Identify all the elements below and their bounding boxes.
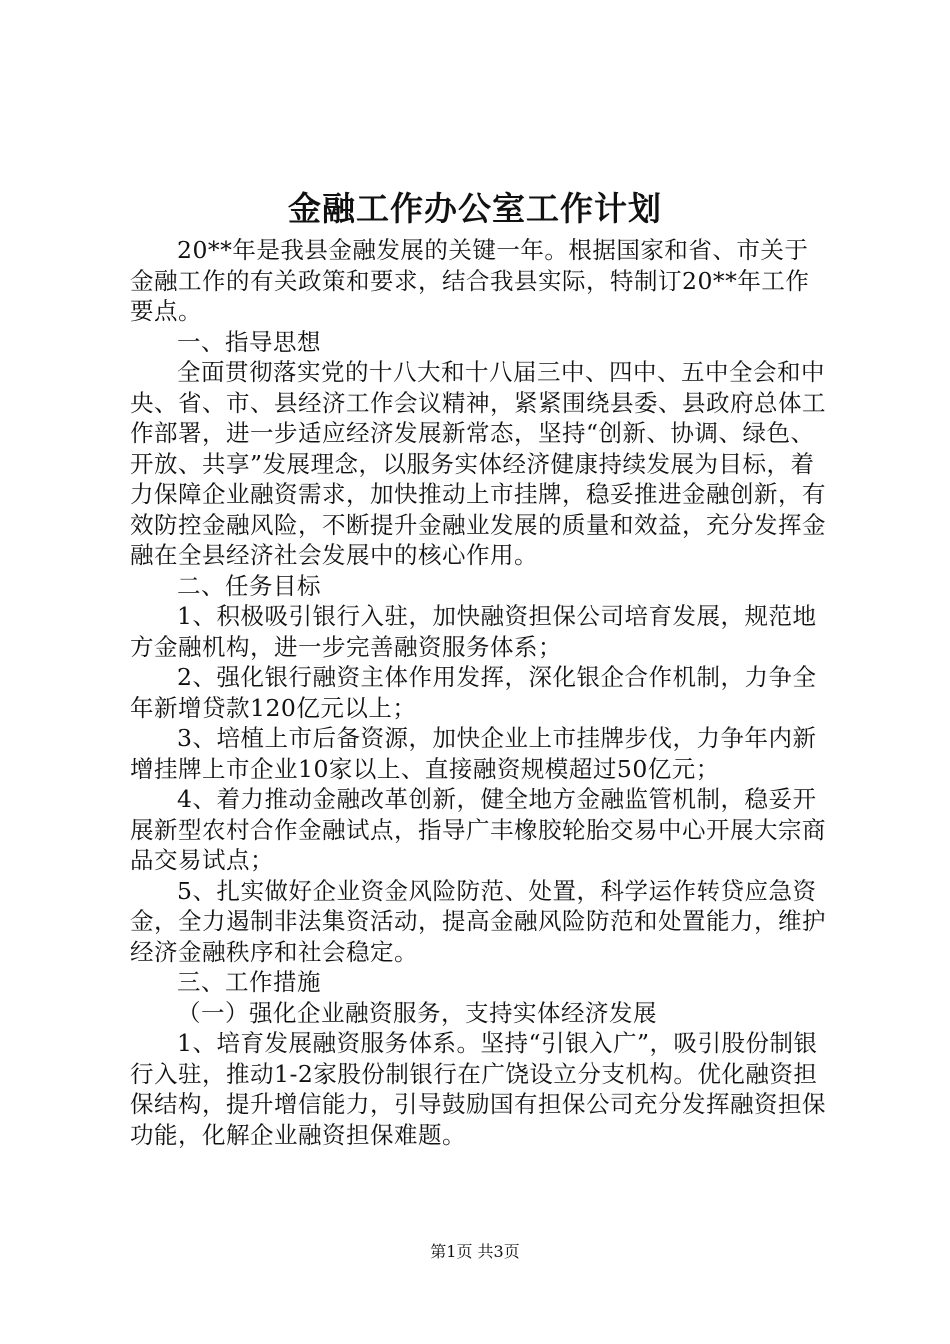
list-item-goal-3: 3、培植上市后备资源，加快企业上市挂牌步伐，力争年内新增挂牌上市企业10家以上、直接融资规模超过50亿元；: [130, 724, 817, 783]
subsection-heading-financing-service: （一）强化企业融资服务，支持实体经济发展: [177, 998, 657, 1027]
section-heading-work-measures: 三、工作措施: [177, 968, 321, 996]
list-item-goal-5: 5、扎实做好企业资金风险防范、处置，科学运作转贷应急资金，全力遏制非法集资活动，提高金融风险防范和处置能力，维护经济金融秩序和社会稳定。: [130, 876, 826, 966]
list-item-measure-1: 1、培育发展融资服务体系。坚持“引银入广”，吸引股份制银行入驻，推动1-2家股份制银行在广饶设立分支机构。优化融资担保结构，提升增信能力，引导鼓励国有担保公司充分发挥融资担保功能，化解企业融资担保难题。: [130, 1029, 826, 1149]
document-body: [130, 235, 830, 1150]
list-item-goal-4: 4、着力推动金融改革创新，健全地方金融监管机制，稳妥开展新型农村合作金融试点，指导广丰橡胶轮胎交易中心开展大宗商品交易试点；: [130, 785, 826, 874]
paragraph-guiding-thought: 全面贯彻落实党的十八大和十八届三中、四中、五中全会和中央、省、市、县经济工作会议精神，紧紧围绕县委、县政府总体工作部署，进一步适应经济发展新常态，坚持“创新、协调、绿色、开放、共享”发展理念，以服务实体经济健康持续发展为目标，着力保障企业融资需求，加快推动上市挂牌，稳妥推进金融创新，有效防控金融风险，不断提升金融业发展的质量和效益，充分发挥金融在全县经济社会发展中的核心作用。: [130, 358, 826, 569]
document-title: 金融工作办公室工作计划: [288, 189, 662, 228]
page-footer: 第1页 共3页: [430, 1242, 520, 1261]
paragraph-intro: 20**年是我县金融发展的关键一年。根据国家和省、市关于金融工作的有关政策和要求，结合我县实际，特制订20**年工作要点。: [130, 236, 810, 325]
list-item-goal-2: 2、强化银行融资主体作用发挥，深化银企合作机制，力争全年新增贷款120亿元以上；: [130, 663, 817, 722]
section-heading-task-goals: 二、任务目标: [177, 571, 321, 600]
list-item-goal-1: 1、积极吸引银行入驻，加快融资担保公司培育发展，规范地方金融机构，进一步完善融资服务体系；: [130, 602, 817, 661]
section-heading-guiding-thought: 一、指导思想: [177, 327, 321, 356]
